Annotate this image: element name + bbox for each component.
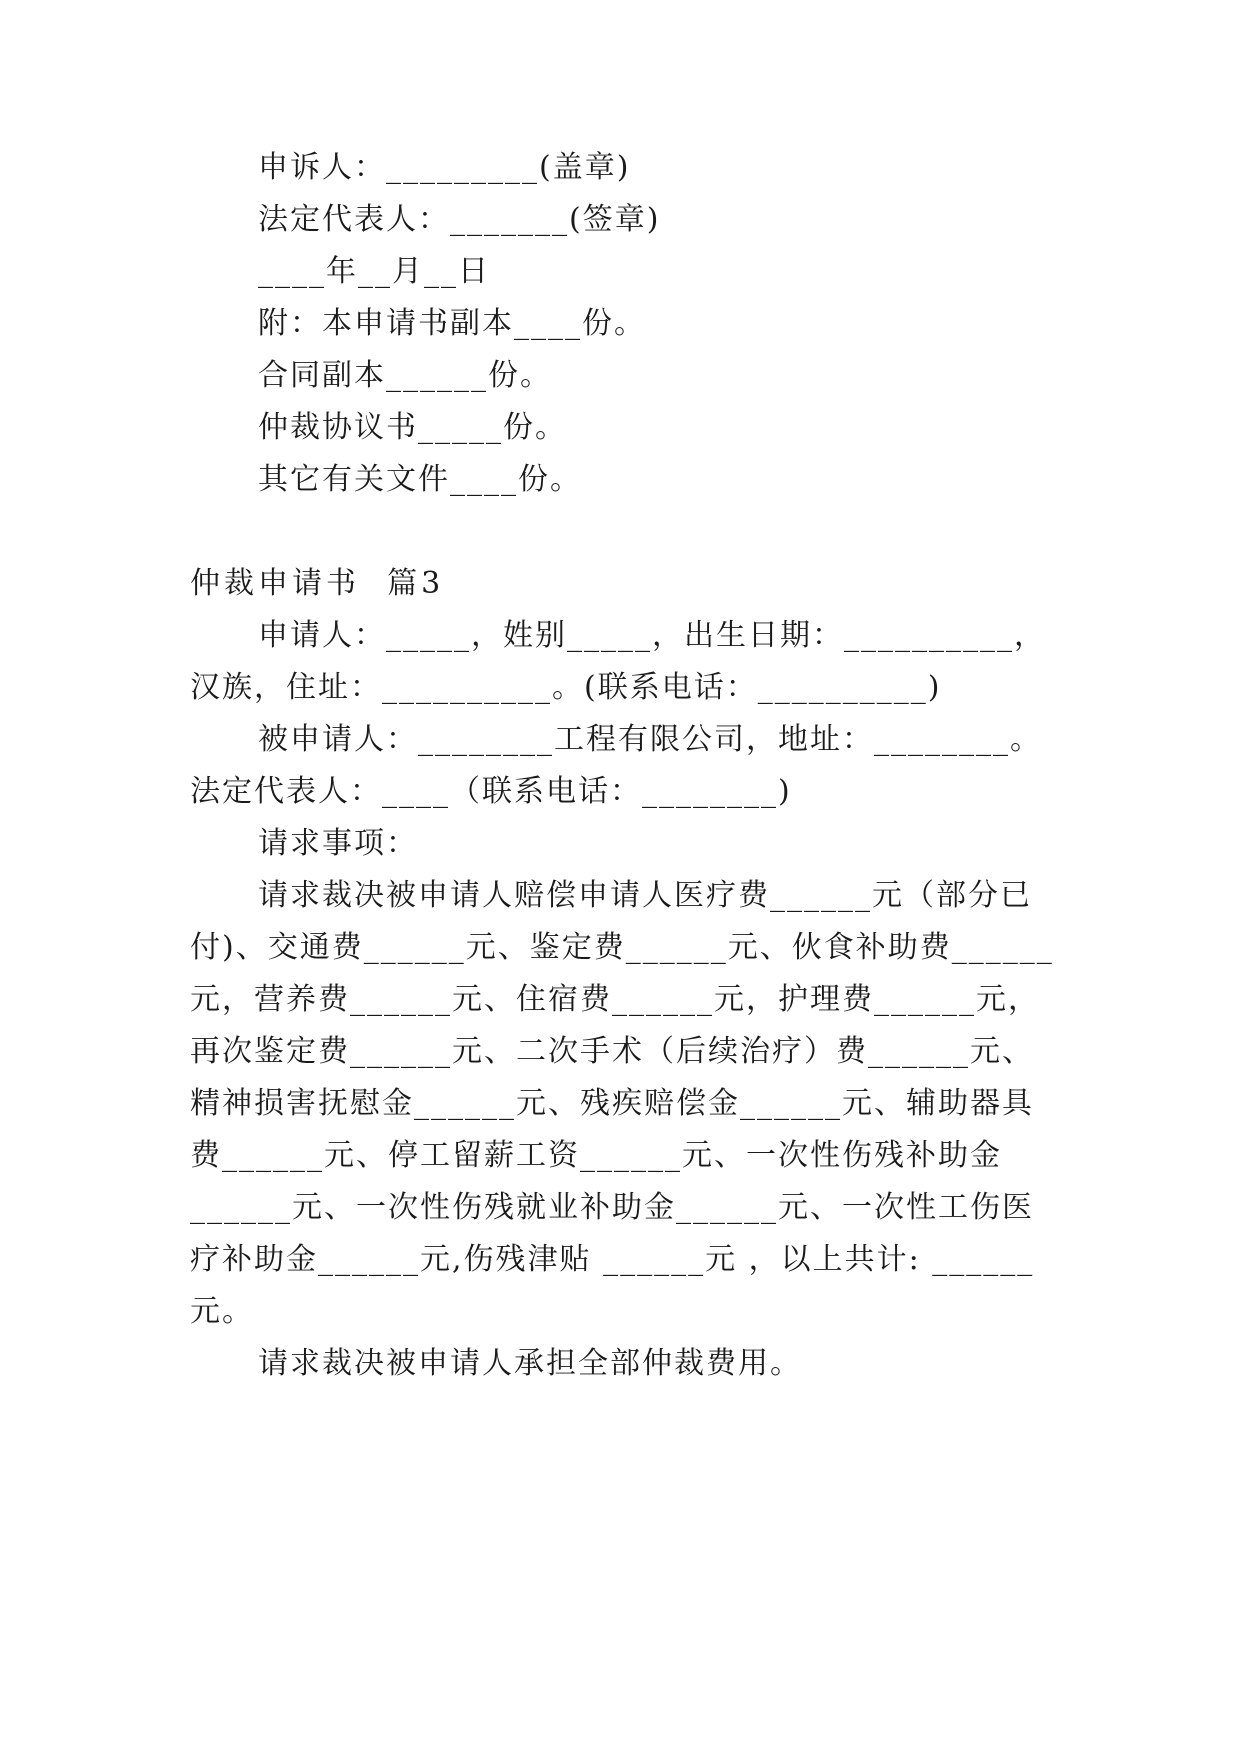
claims-line: 再次鉴定费______元、二次手术（后续治疗）费______元、: [190, 1034, 1034, 1069]
claims-final-line: 请求裁决被申请人承担全部仲裁费用。: [258, 1346, 802, 1381]
section-heading: 仲裁申请书 篇3: [190, 566, 445, 601]
legal-rep-sign-line: 法定代表人：_______(签章): [258, 202, 661, 237]
claims-title: 请求事项：: [258, 826, 418, 861]
claims-line: 元，营养费______元、住宿费______元，护理费______元，: [190, 982, 1040, 1017]
claims-line: 元。: [190, 1294, 254, 1329]
date-line: ____年__月__日: [258, 254, 490, 289]
other-documents-line: 其它有关文件____份。: [258, 462, 582, 497]
claims-line: 请求裁决被申请人赔偿申请人医疗费______元（部分已: [258, 878, 1032, 913]
appellant-seal-line: 申诉人：_________(盖章): [258, 150, 631, 185]
applicant-line-1: 申请人：_____，姓别_____，出生日期：__________，: [258, 618, 1046, 653]
applicant-line-2: 汉族，住址：__________。(联系电话：__________): [190, 670, 942, 705]
claims-line: 精神损害抚慰金______元、残疾赔偿金______元、辅助器具: [190, 1086, 1034, 1121]
respondent-line-2: 法定代表人：____（联系电话：________): [190, 774, 792, 809]
arbitration-agreement-line: 仲裁协议书_____份。: [258, 410, 567, 445]
claims-line: 疗补助金______元,伤残津贴 ______元 ，以上共计: ______: [190, 1242, 1035, 1277]
contract-copy-line: 合同副本______份。: [258, 358, 552, 393]
claims-line: 费______元、停工留薪工资______元、一次性伤残补助金: [190, 1138, 1002, 1173]
claims-line: 付)、交通费______元、鉴定费______元、伙食补助费______: [190, 930, 1054, 965]
attachment-copy-line: 附：本申请书副本____份。: [258, 306, 646, 341]
respondent-line-1: 被申请人：________工程有限公司，地址：________。: [258, 722, 1042, 757]
claims-line: ______元、一次性伤残就业补助金______元、一次性工伤医: [190, 1190, 1034, 1225]
